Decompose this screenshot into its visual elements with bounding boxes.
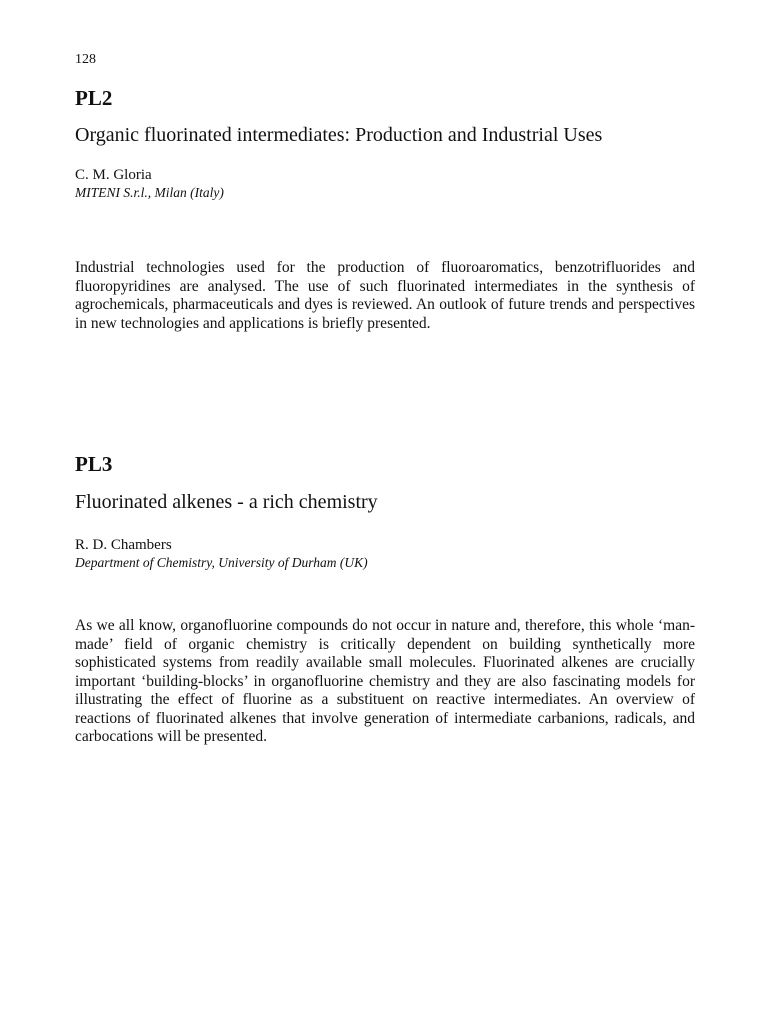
abstract-title: Organic fluorinated intermediates: Production and Industrial Uses <box>75 124 603 146</box>
abstract-pl3 <box>75 452 695 762</box>
abstract-code: PL2 <box>75 86 113 110</box>
author-name: R. D. Chambers <box>75 537 172 553</box>
author-affiliation: MITENI S.r.l., Milan (Italy) <box>75 185 224 200</box>
author-affiliation: Department of Chemistry, University of Durham (UK) <box>75 555 368 570</box>
abstract-body: Industrial technologies used for the production of fluoroaromatics, benzotrifluorides and fluoropyridines are analysed. The use of such fluorinated intermediates in the synthesis of agrochemicals, pharmaceuticals and dyes is reviewed. An outlook of future trends and perspectives in new technologies and applications is briefly presented. <box>75 259 695 332</box>
page-number: 128 <box>75 52 96 67</box>
abstract-title: Fluorinated alkenes - a rich chemistry <box>75 491 378 513</box>
abstract-pl2 <box>75 86 695 349</box>
abstract-code: PL3 <box>75 452 113 476</box>
author-name: C. M. Gloria <box>75 167 152 183</box>
abstract-body: As we all know, organofluorine compounds do not occur in nature and, therefore, this whole ‘man-made’ field of organic chemistry is critically dependent on building synthetically more sophisticated systems from readily available small molecules. Fluorinated alkenes are crucially important ‘building-blocks’ in organofluorine chemistry and they are also fascinating models for illustrating the effect of fluorine as a substituent on reactive intermediates. An overview of reactions of fluorinated alkenes that involve generation of intermediate carbanions, radicals, and carbocations will be presented. <box>75 617 695 745</box>
